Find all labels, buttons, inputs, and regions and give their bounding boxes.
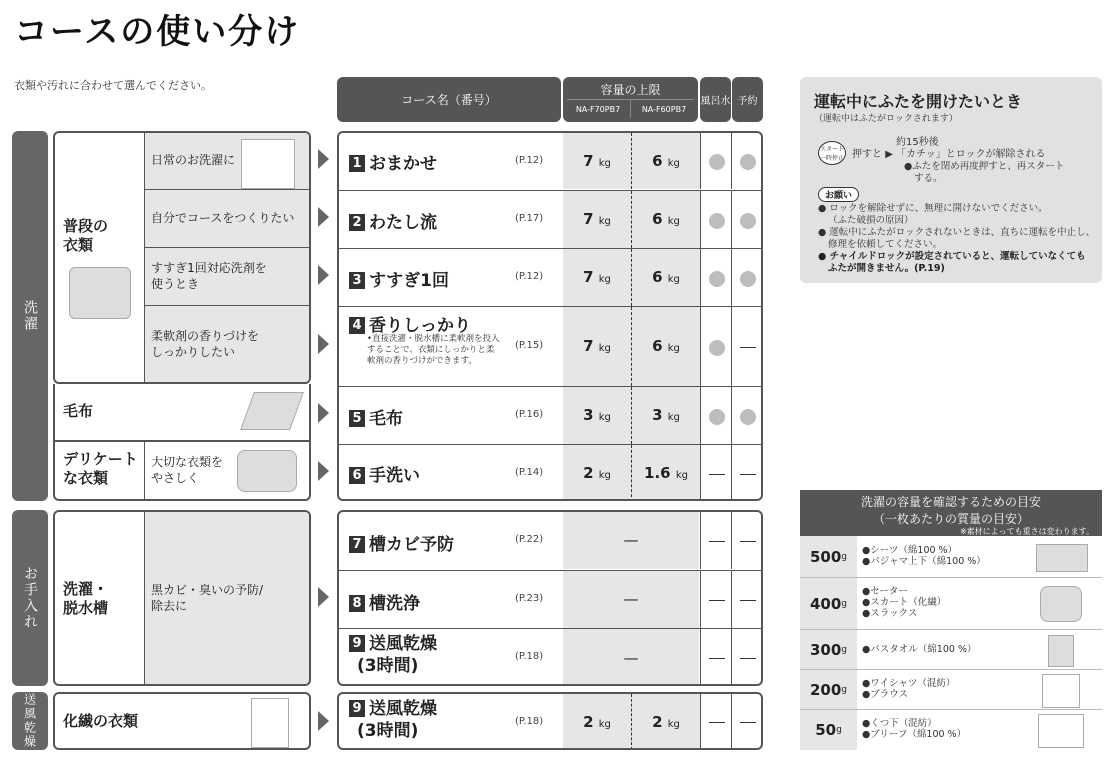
panel-push: 押すと ▶: [852, 149, 893, 160]
arrow-icon: [318, 149, 329, 169]
lid-open-panel: [800, 77, 1102, 283]
course-name: おまかせ: [369, 154, 437, 174]
course-row-7: [339, 512, 761, 570]
bath-water-mark: [700, 249, 732, 306]
header-reservation: 予約: [732, 77, 763, 122]
group-normal-label: 普段の 衣類: [63, 217, 109, 254]
request-badge: お願い: [818, 187, 859, 202]
bath-water-mark: [700, 629, 732, 686]
reservation-mark: [731, 512, 763, 569]
course-name: 送風乾燥: [369, 699, 437, 719]
bath-water-mark: [700, 512, 732, 569]
course-number: 3: [349, 272, 365, 289]
panel-subtitle: （運転中はふたがロックされます）: [814, 114, 958, 124]
course-row-5: [339, 386, 761, 444]
course-row-8: [339, 570, 761, 628]
course-box-dry: [337, 692, 763, 750]
weight-row-200: 200 g ●ワイシャツ（混紡） ●ブラウス: [800, 670, 1102, 710]
course-number: 9: [349, 700, 365, 717]
available-dot-icon: [709, 271, 725, 287]
use-one-rinse: すすぎ1回対応洗剤を 使うとき: [144, 248, 311, 306]
course-page: (P.14): [515, 467, 544, 478]
capacity-none: —: [563, 571, 699, 628]
course-name: すすぎ1回: [369, 271, 449, 291]
course-page: (P.23): [515, 593, 544, 604]
unavailable-dash-icon: [709, 474, 725, 475]
course-row-2: [339, 190, 761, 248]
reservation-mark: [731, 694, 763, 750]
capacity-b: 2 kg: [631, 694, 700, 750]
available-dot-icon: [740, 213, 756, 229]
towel-illustration: [1048, 635, 1074, 667]
group-blanket-label: 毛布: [63, 402, 94, 420]
use-delicate: 大切な衣類を やさしく: [144, 442, 311, 499]
start-pause-button-icon: スタート 一時停止: [818, 141, 846, 165]
available-dot-icon: [709, 154, 725, 170]
bath-water-mark: [700, 571, 732, 628]
sweater-illustration: [1040, 586, 1082, 622]
sweater-illustration: [237, 450, 297, 492]
reservation-mark: [731, 445, 763, 501]
weight-guide-header: 洗濯の容量を確認するための目安 （一枚あたりの質量の目安） ※素材によっても重さは変わります。: [800, 490, 1102, 536]
course-row-4: [339, 306, 761, 386]
course-number: 4: [349, 317, 365, 334]
reservation-mark: [731, 249, 763, 306]
header-capacity: [563, 77, 698, 122]
weight-row-500: 500 g ●シーツ（綿100 %） ●パジャマ上下（綿100 %）: [800, 536, 1102, 578]
reservation-mark: [731, 629, 763, 686]
weight-guide-table: [800, 490, 1102, 750]
bath-water-mark: [700, 191, 732, 248]
weight-guide-note: ※素材によっても重さは変わります。: [959, 527, 1094, 536]
reservation-mark: [731, 191, 763, 248]
unavailable-dash-icon: [740, 600, 756, 601]
arrow-icon: [318, 587, 329, 607]
capacity-b: 1.6 kg: [631, 445, 700, 501]
page-subtitle: 衣類や汚れに合わせて選んでください。: [14, 79, 212, 92]
course-box-care: [337, 510, 763, 686]
unavailable-dash-icon: [709, 658, 725, 659]
reservation-mark: [731, 307, 763, 386]
reservation-mark: [731, 571, 763, 628]
course-number: 1: [349, 155, 365, 172]
panel-note-1: ● ロックを解除せずに、無理に開けないでください。 （ふた破損の原因）: [818, 203, 1048, 226]
available-dot-icon: [709, 213, 725, 229]
unavailable-dash-icon: [740, 347, 756, 348]
panel-note-3: ● チャイルドロックが設定されていると、運転していなくても ふたが開きません。(P.19): [818, 251, 1086, 274]
course-row-6: [339, 444, 761, 501]
course-page: (P.16): [515, 409, 544, 420]
capacity-b: 3 kg: [631, 387, 700, 444]
capacity-a: 7 kg: [563, 191, 631, 248]
capacity-b: 6 kg: [631, 249, 700, 306]
unavailable-dash-icon: [709, 600, 725, 601]
course-name: 槽カビ予防: [369, 535, 454, 555]
course-number: 9: [349, 635, 365, 652]
bath-water-mark: [700, 133, 732, 189]
group-delicate-label: デリケート な衣類: [63, 450, 138, 487]
category-wash: 洗濯: [12, 131, 48, 501]
course-box-wash: [337, 131, 763, 501]
group-synthetic-label: 化繊の衣類: [63, 712, 139, 730]
course-page: (P.18): [515, 651, 544, 662]
course-row-1: [339, 133, 761, 190]
panel-title: 運転中にふたを開けたいとき: [814, 92, 1023, 111]
capacity-b: 6 kg: [631, 191, 700, 248]
unavailable-dash-icon: [740, 541, 756, 542]
course-name-sub: (3時間): [357, 721, 419, 741]
course-row-9-dry: [339, 694, 761, 750]
course-name: 手洗い: [369, 466, 420, 486]
course-page: (P.17): [515, 213, 544, 224]
capacity-a: 3 kg: [563, 387, 631, 444]
course-name: 毛布: [369, 409, 403, 429]
course-number: 5: [349, 410, 365, 427]
course-page: (P.12): [515, 155, 544, 166]
course-page: (P.12): [515, 271, 544, 282]
group-tub: [53, 510, 311, 686]
page-title: コースの使い分け: [14, 12, 301, 52]
course-name-sub: (3時間): [357, 656, 419, 676]
unavailable-dash-icon: [709, 722, 725, 723]
arrow-icon: [318, 334, 329, 354]
arrow-icon: [318, 207, 329, 227]
available-dot-icon: [740, 409, 756, 425]
capacity-a: 2 kg: [563, 445, 631, 501]
available-dot-icon: [709, 340, 725, 356]
available-dot-icon: [740, 271, 756, 287]
arrow-icon: [318, 403, 329, 423]
course-name: わたし流: [369, 213, 437, 233]
panel-after: 約15秒後: [896, 137, 939, 148]
sheets-illustration: [1036, 544, 1088, 572]
bath-water-mark: [700, 694, 732, 750]
capacity-a: 2 kg: [563, 694, 631, 750]
panel-close-note: ●ふたを閉め再度押すと、再スタート する。: [904, 161, 1065, 184]
arrow-icon: [318, 711, 329, 731]
shirt-illustration: [1042, 674, 1080, 708]
use-daily: 日常のお洗濯に: [144, 133, 311, 190]
course-number: 8: [349, 595, 365, 612]
course-note: •直接洗濯・脱水槽に柔軟剤を投入することで、衣類にしっかりと柔軟剤の香りづけができます。: [367, 334, 500, 366]
arrow-right-icon: ▶: [885, 149, 893, 160]
use-fragrance: 柔軟剤の香りづけを しっかりしたい: [144, 306, 311, 384]
capacity-a: 7 kg: [563, 133, 631, 189]
bath-water-mark: [700, 445, 732, 501]
use-tub: 黒カビ・臭いの予防/ 除去に: [144, 512, 311, 686]
course-name: 香りしっかり: [369, 316, 471, 336]
course-number: 7: [349, 536, 365, 553]
course-name: 槽洗浄: [369, 594, 420, 614]
unavailable-dash-icon: [740, 658, 756, 659]
header-bath-water: 風呂水: [700, 77, 731, 122]
course-page: (P.22): [515, 534, 544, 545]
group-synthetic: [53, 692, 311, 750]
category-care: お手入れ: [12, 510, 48, 686]
course-row-9: [339, 628, 761, 686]
panel-note-2: ● 運転中にふたがロックされないときは、直ちに運転を中止し、 修理を依頼してください。: [818, 227, 1096, 250]
group-blanket: [53, 384, 311, 442]
arrow-icon: [318, 265, 329, 285]
course-number: 2: [349, 214, 365, 231]
bath-water-mark: [700, 307, 732, 386]
course-page: (P.18): [515, 716, 544, 727]
capacity-b: 6 kg: [631, 133, 700, 189]
arrow-icon: [318, 461, 329, 481]
available-dot-icon: [740, 154, 756, 170]
weight-row-50: 50 g ●くつ下（混紡） ●ブリーフ（綿100 %）: [800, 710, 1102, 750]
use-custom: 自分でコースをつくりたい: [144, 190, 311, 248]
course-name: 送風乾燥: [369, 634, 437, 654]
group-normal-clothes: [53, 131, 311, 384]
header-capacity-label: 容量の上限: [600, 83, 661, 97]
unavailable-dash-icon: [709, 541, 725, 542]
weight-row-300: 300 g ●バスタオル（綿100 %）: [800, 630, 1102, 670]
jacket-illustration: [251, 698, 289, 748]
course-page: (P.15): [515, 340, 544, 351]
header-model-a: NA-F70PB7: [575, 105, 621, 114]
course-row-3: [339, 248, 761, 306]
blanket-illustration: [240, 392, 304, 430]
unavailable-dash-icon: [740, 474, 756, 475]
header-model-b: NA-F60PB7: [641, 105, 687, 114]
shirt-illustration: [241, 139, 295, 189]
weight-row-400: 400 g ●セーター ●スカート（化繊） ●スラックス: [800, 578, 1102, 630]
clothes-illustration: [69, 267, 131, 319]
capacity-none: —: [563, 629, 699, 686]
bath-water-mark: [700, 387, 732, 444]
group-tub-label: 洗濯・ 脱水槽: [63, 580, 109, 617]
socks-illustration: [1038, 714, 1084, 748]
capacity-a: 7 kg: [563, 249, 631, 306]
reservation-mark: [731, 133, 763, 189]
group-delicate: [53, 442, 311, 501]
capacity-none: —: [563, 512, 699, 569]
available-dot-icon: [709, 409, 725, 425]
capacity-a: 7 kg: [563, 307, 631, 386]
course-number: 6: [349, 467, 365, 484]
capacity-b: 6 kg: [631, 307, 700, 386]
reservation-mark: [731, 387, 763, 444]
unavailable-dash-icon: [740, 722, 756, 723]
header-course-name: コース名（番号）: [337, 77, 561, 122]
panel-release: 「カチッ」とロックが解除される: [896, 149, 1046, 160]
category-dry: 送風乾燥: [12, 692, 48, 750]
